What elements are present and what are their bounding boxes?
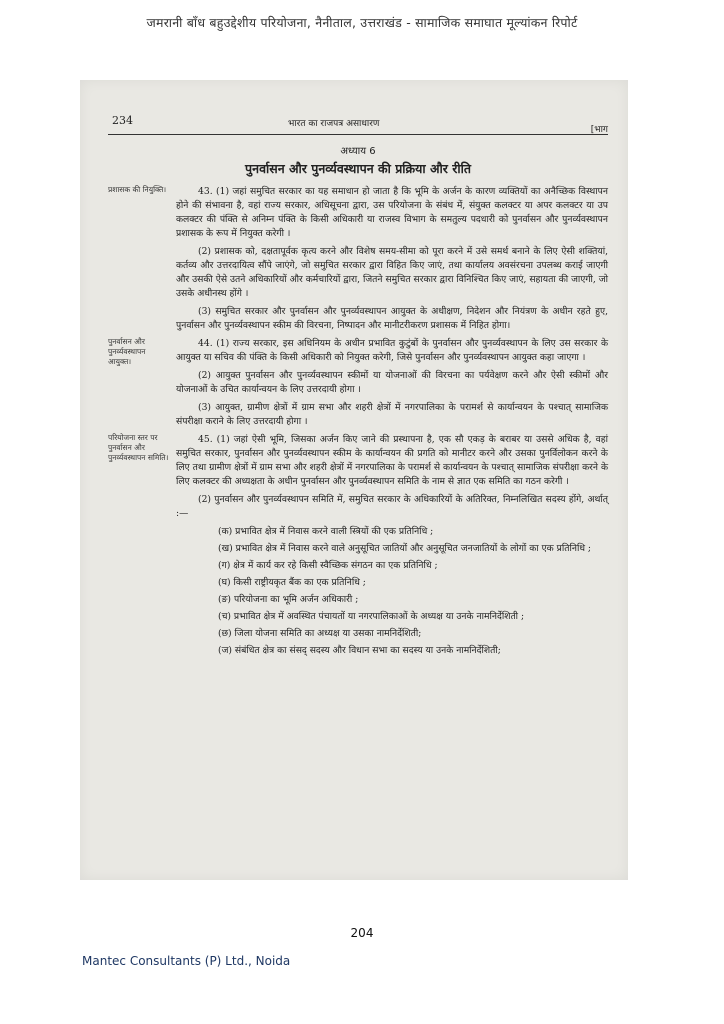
company-footer: Mantec Consultants (P) Ltd., Noida [82,954,291,968]
section-45 [108,433,608,661]
scanned-gazette-page [80,80,628,880]
gazette-running-head [108,112,608,135]
section-44-2: (2) आयुक्त पुनर्वासन और पुनर्व्यवस्थापन स्कीमों या योजनाओं की विरचना का पर्यवेक्षण करने और ऐसी स्कीमों और योजनाओं के उचित कार्यान्वयन के लिए उत्तरदायी होगा । [176,370,608,395]
list-item: (च) प्रभावित क्षेत्र में अवस्थित पंचायतों या नगरपालिकाओं के अध्यक्ष या उनके नामनिर्देशिती ; [218,611,525,622]
document-header: जमरानी बाँध बहुउद्देशीय परियोजना, नैनीताल, उत्तराखंड - सामाजिक समाघात मूल्यांकन रिपोर्ट [146,15,578,30]
list-item: (ख) प्रभावित क्षेत्र में निवास करने वाले अनुसूचित जातियों और अनुसूचित जनजातियों के लोगों का एक प्रतिनिधि ; [218,543,591,554]
page-number: 204 [350,926,374,940]
list-item: (ग) क्षेत्र में कार्य कर रहे किसी स्वैच्छिक संगठन का एक प्रतिनिधि ; [218,560,438,571]
list-item: (ङ) परियोजना का भूमि अर्जन अधिकारी ; [218,594,359,605]
section-44-3: (3) आयुक्त, ग्रामीण क्षेत्रों में ग्राम सभा और शहरी क्षेत्रों में नगरपालिका के परामर्श से कार्यान्वयन के पश्चात् सामाजिक संपरीक्षा कराने के लिए उत्तरदायी होगा । [176,402,608,427]
section-44 [108,337,608,433]
gazette-part: [भाग [590,125,608,135]
section-43-1: 43. (1) जहां समुचित सरकार का यह समाधान हो जाता है कि भूमि के अर्जन के कारण व्यक्तियों का अनैच्छिक विस्थापन होने की संभावना है, वहां राज्य सरकार, अधिसूचना द्वारा, उस परियोजना के संबंध में, संयुक्त कलक्टर या अपर कलक्टर या उप कलक्टर की पंक्ति से अनिम्न पंक्ति के किसी अधिकारी या राजस्व विभाग के समतुल्य पदधारी को पुनर्वासन और पुनर्व्यवस्थापन प्रशासक के रूप में नियुक्त करेगी । [176,186,608,239]
gazette-page-number: 234 [112,114,133,127]
section-43 [108,185,608,337]
gazette-title: भारत का राजपत्र असाधारण [288,119,380,129]
section-44-1: 44. (1) राज्य सरकार, इस अधिनियम के अधीन प्रभावित कुटुंबों के पुनर्वासन और पुनर्व्यवस्थापन के लिए उस सरकार के आयुक्त या सचिव की पंक्ति के किसी अधिकारी को नियुक्त करेगी, जिसे पुनर्वासन और पुनर्व्यवस्थापन आयुक्त कहा जाएगा । [176,338,608,363]
list-item: (घ) किसी राष्ट्रीयकृत बैंक का एक प्रतिनिधि ; [218,577,366,588]
section-45-1: 45. (1) जहां ऐसी भूमि, जिसका अर्जन किए जाने की प्रस्थापना है, एक सौ एकड़ के बराबर या उससे अधिक है, वहां समुचित सरकार, पुनर्वासन और पुनर्व्यवस्थापन स्कीम के कार्यान्वयन की प्रगति को मानीटर करने और उसका पुनर्विलोकन करने के लिए तथा ग्रामीण क्षेत्रों में ग्राम सभा और शहरी क्षेत्रों में नगरपालिका के परामर्श से कार्यान्वयन के पश्चात् सामाजिक संपरीक्षा करने के लिए कलक्टर की अध्यक्षता के अधीन पुनर्वासन और पुनर्व्यवस्थापन समिति के नाम से ज्ञात एक समिति का गठन करेगी । [176,434,608,487]
gazette-content [108,112,608,661]
margin-note-45: परियोजना स्तर पर पुनर्वासन और पुनर्व्यवस्थापन समिति। [108,433,169,462]
margin-note-43: प्रशासक की नियुक्ति। [108,185,167,194]
section-45-2: (2) पुनर्वासन और पुनर्व्यवस्थापन समिति में, समुचित सरकार के अधिकारियों के अतिरिक्त, निम्नलिखित सदस्य होंगे, अर्थात् :— [176,494,608,519]
list-item: (क) प्रभावित क्षेत्र में निवास करने वाली स्त्रियों की एक प्रतिनिधि ; [218,526,434,537]
chapter-number: अध्याय 6 [340,146,376,157]
list-item: (छ) जिला योजना समिति का अध्यक्ष या उसका नामनिर्देशिती; [218,628,422,639]
list-item: (ज) संबंधित क्षेत्र का संसद् सदस्य और विधान सभा का सदस्य या उनके नामनिर्देशिती; [218,645,501,656]
chapter-title: पुनर्वासन और पुनर्व्यवस्थापन की प्रक्रिया और रीति [245,161,471,176]
section-43-3: (3) समुचित सरकार और पुनर्वासन और पुनर्व्यवस्थापन आयुक्त के अधीक्षण, निदेशन और नियंत्रण के अधीन रहते हुए, पुनर्वासन और पुनर्व्यवस्थापन स्कीम की विरचना, निष्पादन और मानीटरीकरण प्रशासक में निहित होगा। [176,306,608,331]
margin-note-44: पुनर्वासन और पुनर्व्यवस्थापन आयुक्त। [108,337,146,366]
section-43-2: (2) प्रशासक को, दक्षतापूर्वक कृत्य करने और विशेष समय-सीमा को पूरा करने में उसे समर्थ बनाने के लिए ऐसी शक्तियां, कर्तव्य और उत्तरदायित्व सौंपे जाएंगे, जो समुचित सरकार द्वारा विहित किए जाएं, तथा कार्यालय अवसंरचना उपलब्ध कराई जाएगी और उसकी ऐसे उतने अधिकारियों और कर्मचारियों द्वारा, जितने समुचित सरकार द्वारा विनिश्चित किए जाएं, सहायता की जाएगी, जो उसके अधीनस्थ होंगे । [176,246,608,299]
